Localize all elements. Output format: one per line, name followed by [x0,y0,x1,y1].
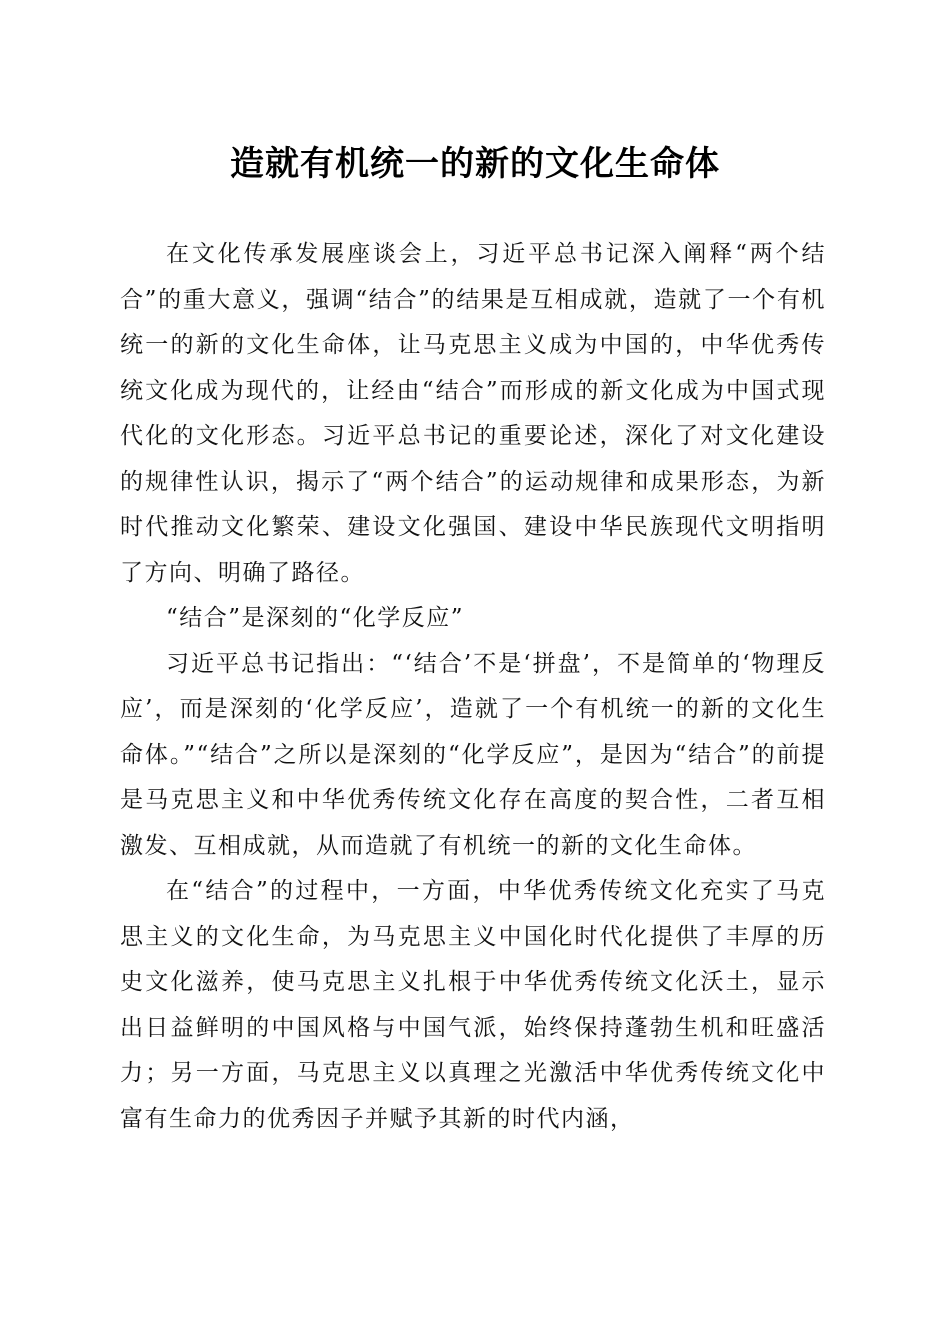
paragraph-quote: 习近平总书记指出：“‘结合’不是‘拼盘’，不是简单的‘物理反应’，而是深刻的‘化学反应’，造就了一个有机统一的新的文化生命体。”“结合”之所以是深刻的“化学反应”，是因为“结合”的前提是马克思主义和中华优秀传统文化存在高度的契合性，二者互相激发、互相成就，从而造就了有机统一的新的文化生命体。 [120,650,826,859]
document-body [120,232,826,1142]
section-heading: “结合”是深刻的“化学反应” [166,605,465,631]
paragraph-intro: 在文化传承发展座谈会上，习近平总书记深入阐释“两个结合”的重大意义，强调“结合”的结果是互相成就，造就了一个有机统一的新的文化生命体，让马克思主义成为中国的，中华优秀传统文化成为现代的，让经由“结合”而形成的新文化成为中国式现代化的文化形态。习近平总书记的重要论述，深化了对文化建设的规律性认识，揭示了“两个结合”的运动规律和成果形态，为新时代推动文化繁荣、建设文化强国、建设中华民族现代文明指明了方向、明确了路径。 [120,241,826,586]
document-title: 造就有机统一的新的文化生命体 [230,144,720,184]
paragraph-process: 在“结合”的过程中，一方面，中华优秀传统文化充实了马克思主义的文化生命，为马克思主义中国化时代化提供了丰厚的历史文化滋养，使马克思主义扎根于中华优秀传统文化沃土，显示出日益鲜明的中国风格与中国气派，始终保持蓬勃生机和旺盛活力；另一方面，马克思主义以真理之光激活中华优秀传统文化中富有生命力的优秀因子并赋予其新的时代内涵， [120,878,826,1132]
